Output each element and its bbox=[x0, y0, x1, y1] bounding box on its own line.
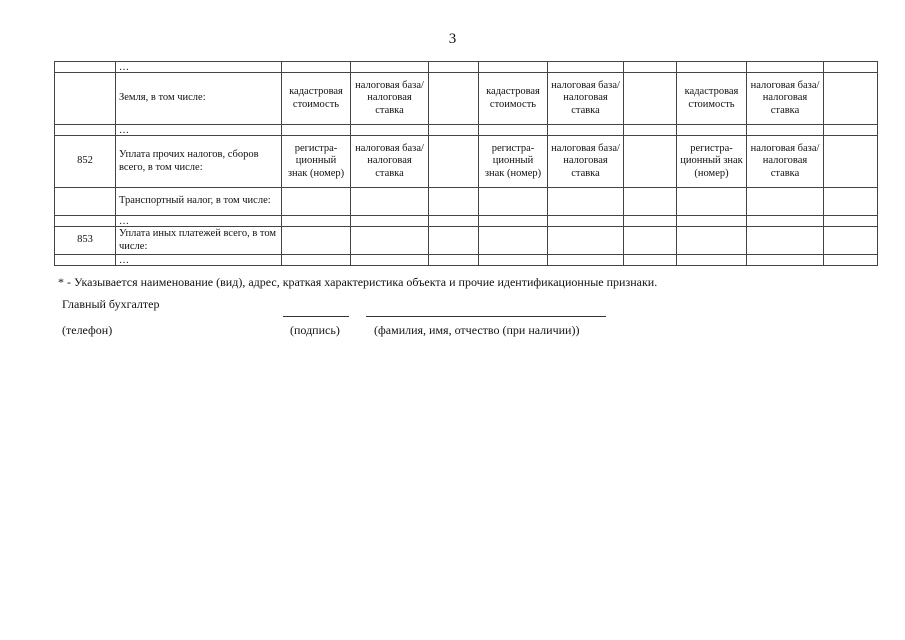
table-cell bbox=[479, 62, 548, 73]
row-code bbox=[55, 125, 116, 136]
signature-label: (подпись) bbox=[290, 323, 340, 337]
table-cell bbox=[747, 216, 824, 227]
table-cell bbox=[747, 62, 824, 73]
table-cell bbox=[429, 136, 479, 188]
table-cell bbox=[824, 62, 878, 73]
table-cell bbox=[824, 216, 878, 227]
table-cell bbox=[548, 125, 624, 136]
table-cell bbox=[747, 227, 824, 255]
table-cell bbox=[548, 255, 624, 266]
table-cell bbox=[282, 62, 351, 73]
column-header-primary: регистра-ционный знак (номер) bbox=[282, 136, 351, 188]
table-cell bbox=[624, 136, 677, 188]
table-cell bbox=[282, 188, 351, 216]
table-cell bbox=[479, 188, 548, 216]
row-name: Транспортный налог, в том числе: bbox=[116, 188, 282, 216]
row-name: … bbox=[116, 255, 282, 266]
table-cell bbox=[677, 255, 747, 266]
table-cell bbox=[677, 188, 747, 216]
table-cell bbox=[677, 125, 747, 136]
table-cell bbox=[351, 125, 429, 136]
table-row bbox=[55, 62, 878, 73]
row-code bbox=[55, 73, 116, 125]
row-name: Уплата прочих налогов, сборов всего, в том числе: bbox=[116, 136, 282, 188]
column-header-tax-base: налоговая база/ налоговая ставка bbox=[548, 136, 624, 188]
full-name-line bbox=[366, 316, 606, 317]
table-cell bbox=[479, 125, 548, 136]
row-name: Уплата иных платежей всего, в том числе: bbox=[116, 227, 282, 255]
table-cell bbox=[429, 125, 479, 136]
column-header-primary: кадастровая стоимость bbox=[282, 73, 351, 125]
row-code bbox=[55, 216, 116, 227]
table-cell bbox=[429, 188, 479, 216]
table-cell bbox=[351, 188, 429, 216]
tax-table bbox=[54, 61, 878, 266]
table-cell bbox=[747, 188, 824, 216]
column-header-primary: кадастровая стоимость bbox=[677, 73, 747, 125]
table-cell bbox=[479, 227, 548, 255]
table-cell bbox=[677, 216, 747, 227]
table-cell bbox=[624, 216, 677, 227]
table-cell bbox=[824, 125, 878, 136]
table-row bbox=[55, 136, 878, 188]
table-cell bbox=[429, 227, 479, 255]
table-cell bbox=[548, 62, 624, 73]
table-cell bbox=[677, 227, 747, 255]
column-header-tax-base: налоговая база/ налоговая ставка bbox=[548, 73, 624, 125]
table-cell bbox=[548, 188, 624, 216]
row-name: Земля, в том числе: bbox=[116, 73, 282, 125]
signature-line bbox=[283, 316, 349, 317]
table-cell bbox=[429, 255, 479, 266]
row-code bbox=[55, 62, 116, 73]
phone-label: (телефон) bbox=[62, 323, 113, 337]
table-cell bbox=[677, 62, 747, 73]
row-code: 852 bbox=[55, 136, 116, 188]
table-cell bbox=[747, 255, 824, 266]
table-cell bbox=[429, 62, 479, 73]
row-code bbox=[55, 188, 116, 216]
table-cell bbox=[351, 227, 429, 255]
footnote: * - Указывается наименование (вид), адрес, краткая характеристика объекта и прочие идентификационные признаки. bbox=[58, 275, 658, 289]
table-cell bbox=[351, 62, 429, 73]
row-code bbox=[55, 255, 116, 266]
table-cell bbox=[282, 227, 351, 255]
column-header-tax-base: налоговая база/ налоговая ставка bbox=[351, 136, 429, 188]
table-cell bbox=[624, 188, 677, 216]
table-cell bbox=[282, 125, 351, 136]
table-cell bbox=[479, 216, 548, 227]
table-cell bbox=[429, 73, 479, 125]
row-code: 853 bbox=[55, 227, 116, 255]
table-cell bbox=[479, 255, 548, 266]
table-row bbox=[55, 216, 878, 227]
table-cell bbox=[824, 73, 878, 125]
table-cell bbox=[824, 188, 878, 216]
table-row bbox=[55, 227, 878, 255]
table-row bbox=[55, 188, 878, 216]
full-name-label: (фамилия, имя, отчество (при наличии)) bbox=[374, 323, 580, 337]
table-cell bbox=[282, 255, 351, 266]
column-header-tax-base: налоговая база/ налоговая ставка bbox=[351, 73, 429, 125]
table-cell bbox=[624, 62, 677, 73]
column-header-primary: регистра-ционный знак (номер) bbox=[479, 136, 548, 188]
chief-accountant-label: Главный бухгалтер bbox=[62, 297, 160, 311]
table-row bbox=[55, 255, 878, 266]
table-cell bbox=[429, 216, 479, 227]
table-cell bbox=[824, 227, 878, 255]
table-cell bbox=[624, 73, 677, 125]
table-cell bbox=[624, 255, 677, 266]
row-name: … bbox=[116, 125, 282, 136]
table-cell bbox=[624, 227, 677, 255]
table-cell bbox=[824, 255, 878, 266]
table-cell bbox=[282, 216, 351, 227]
table-cell bbox=[351, 255, 429, 266]
row-name: … bbox=[116, 62, 282, 73]
table-cell bbox=[747, 125, 824, 136]
column-header-tax-base: налоговая база/ налоговая ставка bbox=[747, 136, 824, 188]
page-number: 3 bbox=[448, 31, 457, 47]
column-header-primary: регистра-ционный знак (номер) bbox=[677, 136, 747, 188]
table-cell bbox=[824, 136, 878, 188]
table-cell bbox=[351, 216, 429, 227]
table-row bbox=[55, 125, 878, 136]
table-row bbox=[55, 73, 878, 125]
table-cell bbox=[548, 216, 624, 227]
column-header-primary: кадастровая стоимость bbox=[479, 73, 548, 125]
table-cell bbox=[548, 227, 624, 255]
column-header-tax-base: налоговая база/ налоговая ставка bbox=[747, 73, 824, 125]
table-cell bbox=[624, 125, 677, 136]
row-name: … bbox=[116, 216, 282, 227]
